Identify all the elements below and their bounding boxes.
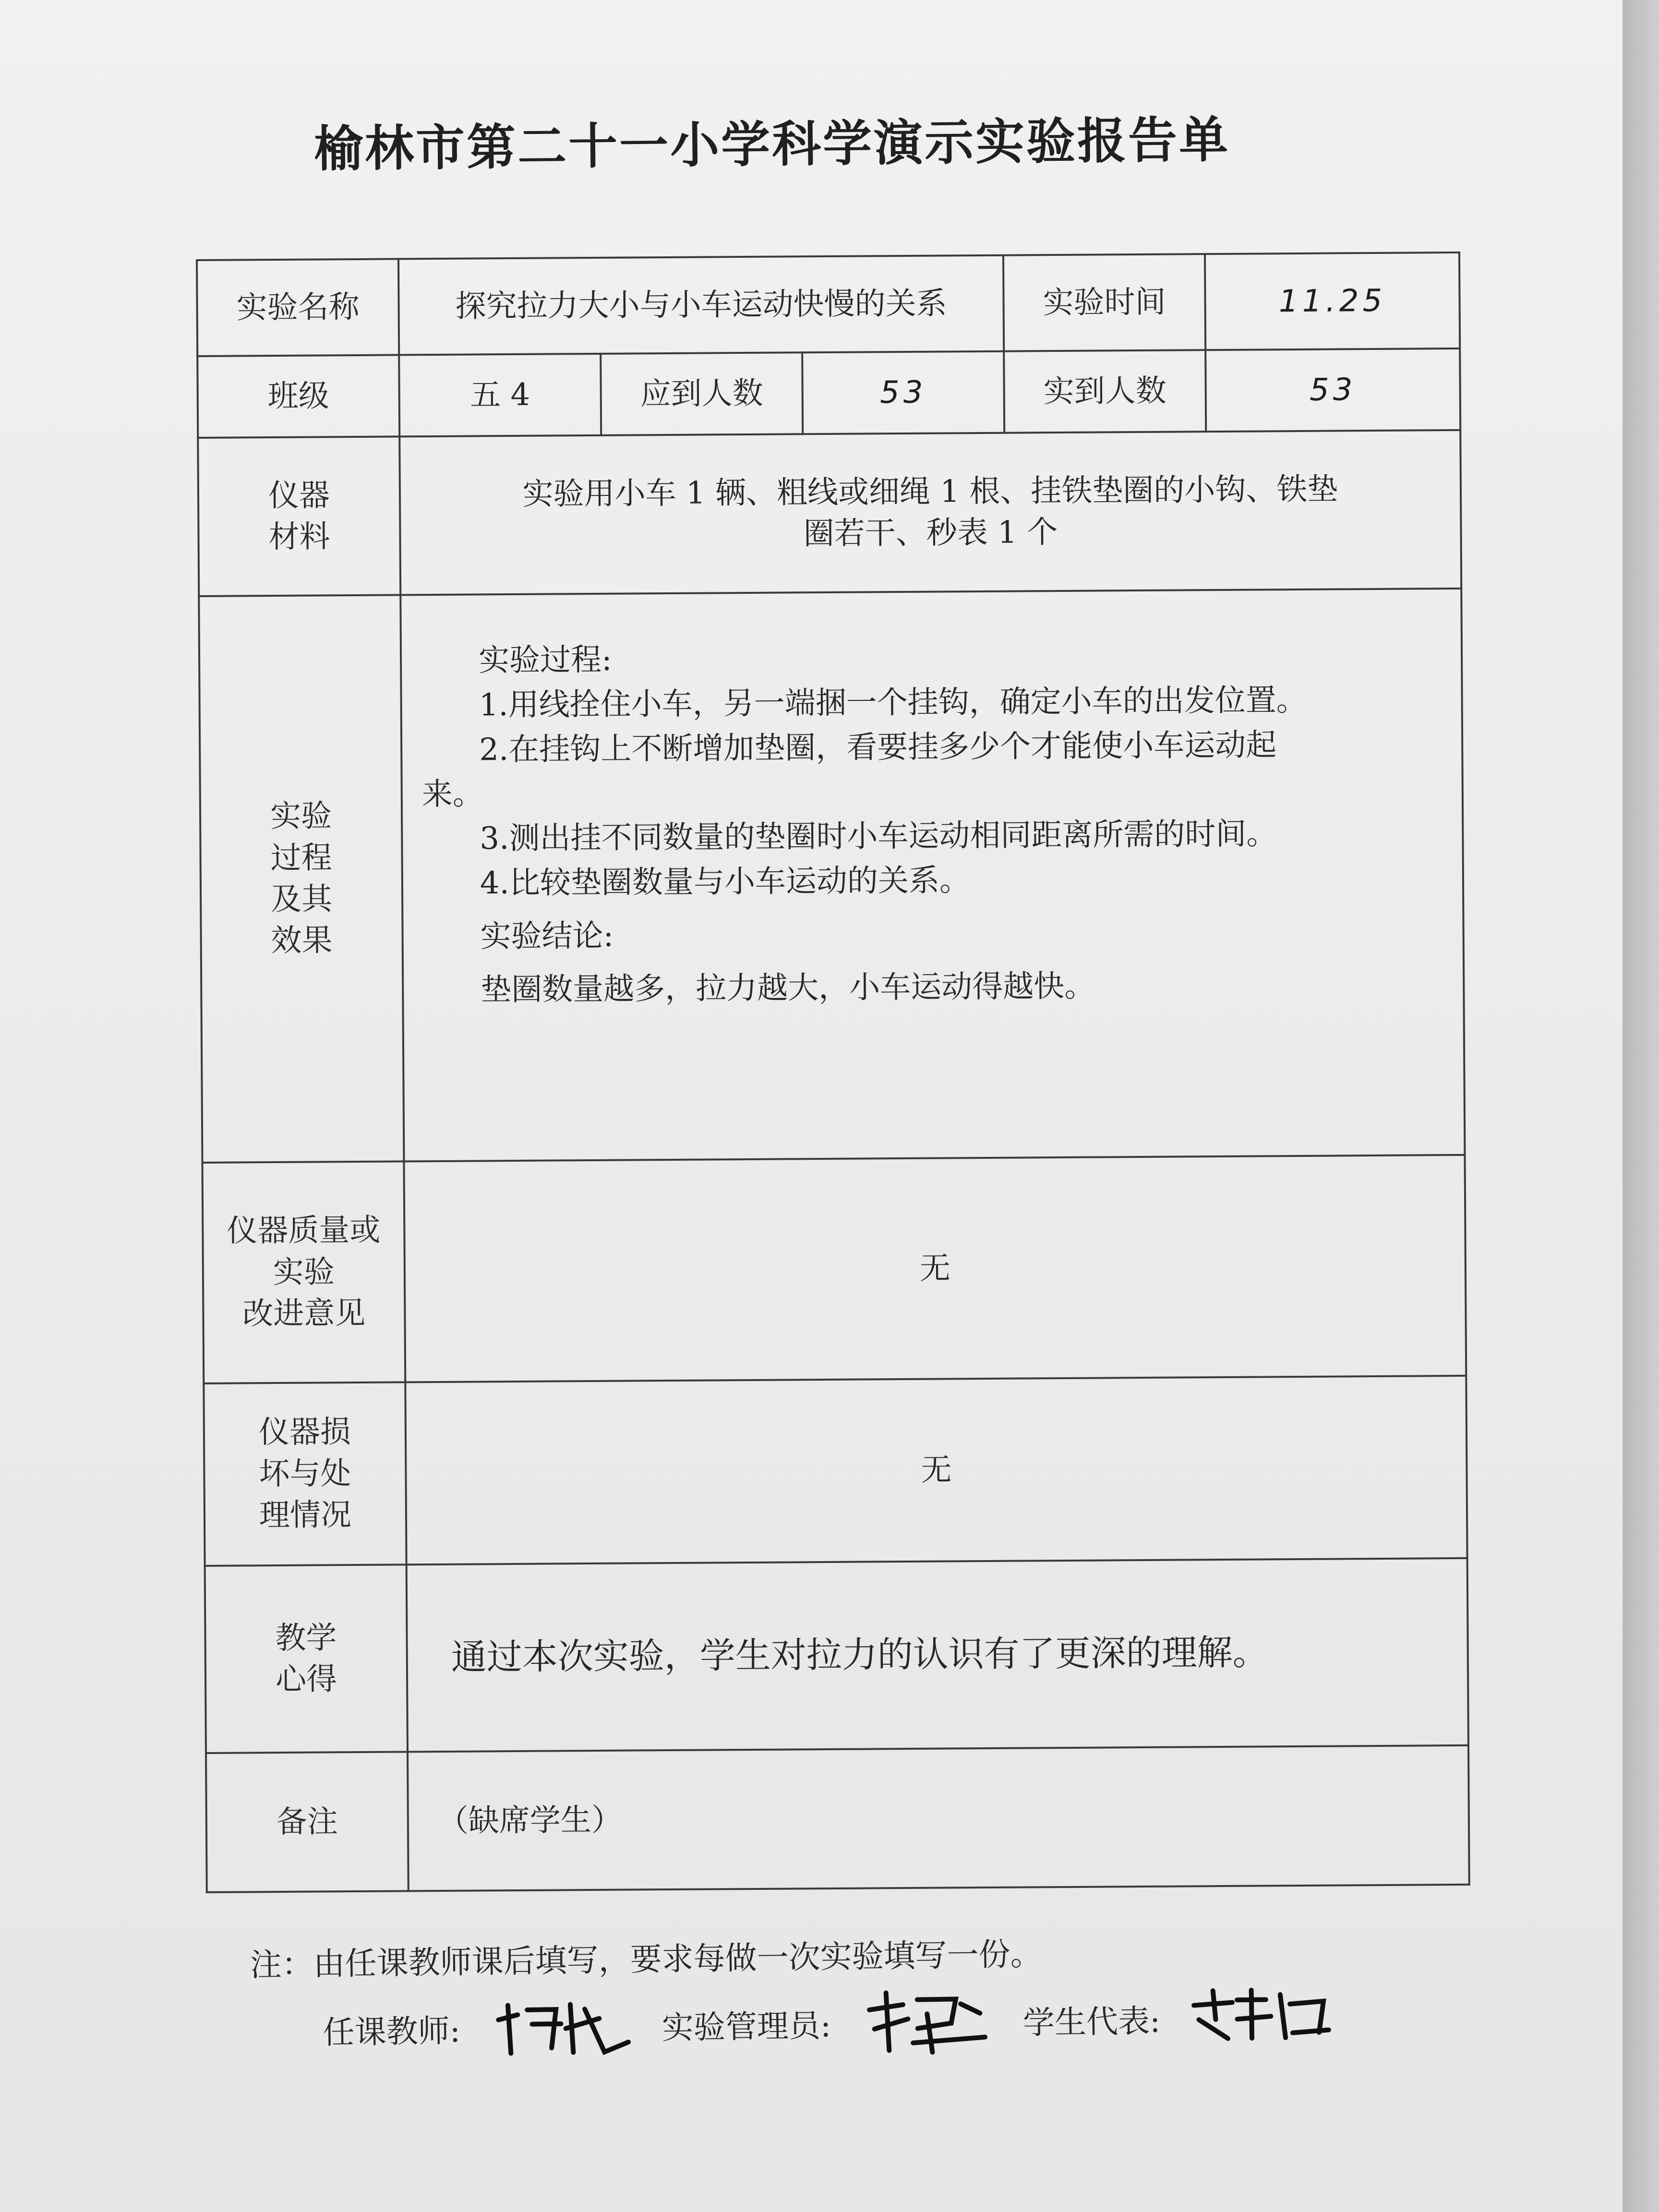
materials-line1: 实验用小车 1 辆、粗线或细绳 1 根、挂铁垫圈的小钩、铁垫	[522, 471, 1338, 512]
process-step-4: 4.比较垫圈数量与小车运动的关系。	[480, 863, 971, 902]
experiment-time-value: 11.25	[1205, 252, 1460, 350]
row-quality	[202, 1155, 1466, 1383]
process-label-line3: 及其	[270, 881, 333, 918]
damage-label-line3: 理情况	[259, 1497, 352, 1534]
row-damage	[204, 1376, 1467, 1566]
process-step-3: 3.测出挂不同数量的垫圈时小车运动相同距离所需的时间。	[480, 816, 1277, 857]
process-step-2-cont: 来。	[421, 776, 484, 813]
student-signature	[1189, 1984, 1334, 2049]
actual-count-value: 53	[1205, 349, 1460, 432]
row-class	[197, 349, 1460, 438]
row-remarks	[206, 1745, 1469, 1892]
materials-value	[399, 430, 1461, 595]
damage-label	[204, 1382, 406, 1566]
report-table	[196, 252, 1470, 1893]
process-heading: 实验过程:	[478, 642, 612, 679]
footer-note: 注：由任课教师课后填写，要求每做一次实验填写一份。	[250, 1935, 1043, 1984]
teacher-signature	[489, 1989, 634, 2063]
quality-label-line1: 仪器质量或	[227, 1213, 381, 1250]
quality-value: 无	[404, 1155, 1466, 1382]
admin-signature	[859, 1984, 995, 2058]
teaching-label	[205, 1564, 408, 1753]
remarks-label: 备注	[206, 1752, 409, 1892]
teaching-value: 通过本次实验，学生对拉力的认识有了更深的理解。	[407, 1558, 1468, 1752]
damage-label-line1: 仪器损	[258, 1414, 351, 1451]
experiment-name-label: 实验名称	[197, 259, 399, 356]
damage-label-line2: 坏与处	[259, 1455, 351, 1492]
conclusion-heading: 实验结论:	[480, 918, 614, 955]
materials-label-line1: 仪器	[268, 477, 330, 514]
materials-label	[198, 436, 400, 596]
remarks-value: （缺席学生）	[408, 1745, 1469, 1891]
experiment-time-label: 实验时间	[1003, 254, 1205, 351]
report-title: 榆林市第二十一小学科学演示实验报告单	[313, 111, 1230, 178]
process-content	[400, 589, 1465, 1161]
actual-count-label: 实到人数	[1004, 350, 1206, 433]
materials-line2: 圈若干、秒表 1 个	[803, 515, 1058, 552]
conclusion-text: 垫圈数量越多，拉力越大，小车运动得越快。	[481, 968, 1095, 1008]
row-experiment-name	[197, 252, 1460, 356]
row-teaching	[205, 1558, 1468, 1753]
quality-label	[202, 1161, 405, 1383]
desk-edge	[1623, 0, 1659, 2212]
student-label: 学生代表:	[1022, 2002, 1161, 2042]
process-step-2: 2.在挂钩上不断增加垫圈，看要挂多少个才能使小车运动起	[479, 727, 1277, 768]
process-step-1: 1.用线拴住小车，另一端捆一个挂钩，确定小车的出发位置。	[479, 682, 1307, 723]
expected-count-value: 53	[802, 351, 1004, 434]
materials-label-line2: 材料	[268, 519, 330, 555]
experiment-name-value: 探究拉力大小与小车运动快慢的关系	[398, 255, 1004, 355]
row-process	[199, 589, 1465, 1163]
quality-label-line2: 实验	[273, 1254, 335, 1290]
teaching-label-line1: 教学	[275, 1620, 337, 1656]
admin-label: 实验管理员:	[661, 2007, 831, 2046]
process-label-line4: 效果	[271, 923, 333, 959]
teacher-label: 任课教师:	[323, 2012, 461, 2051]
class-label: 班级	[197, 355, 399, 438]
row-materials	[198, 430, 1461, 596]
teaching-label-line2: 心得	[275, 1661, 337, 1698]
quality-label-line3: 改进意见	[242, 1296, 366, 1332]
process-label-line2: 过程	[270, 840, 332, 876]
process-label-line1: 实验	[270, 798, 332, 835]
expected-count-label: 应到人数	[601, 352, 803, 435]
class-value: 五 4	[399, 354, 601, 437]
process-label	[199, 595, 404, 1163]
damage-value: 无	[405, 1376, 1467, 1564]
footer	[250, 1923, 1403, 2066]
